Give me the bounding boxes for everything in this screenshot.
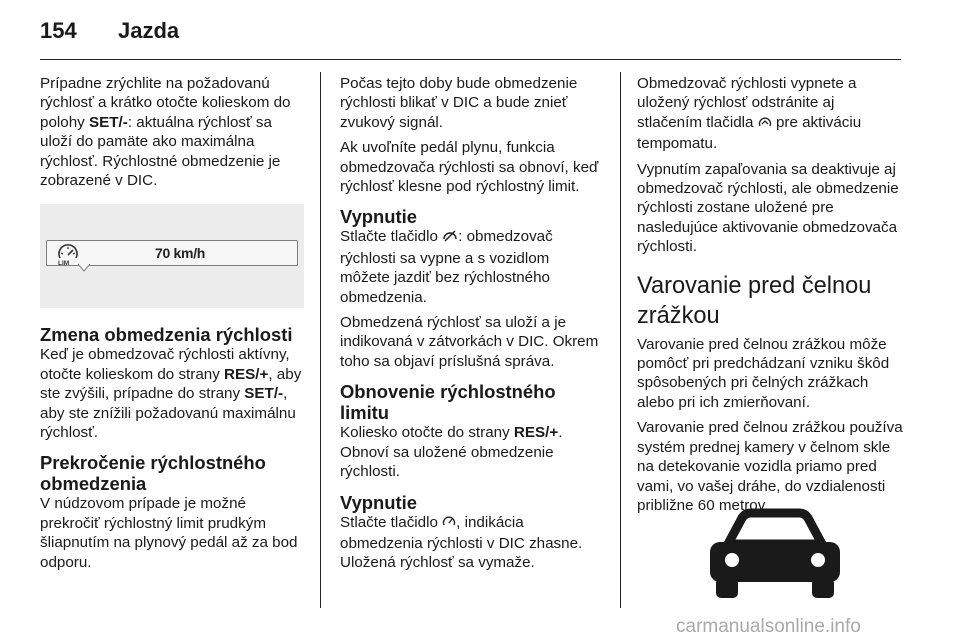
paragraph-ignition-off: Vypnutím zapaľovania sa deaktivuje aj obmedzovač rýchlosti, ale obmedzenie rýchlosti zostane uložené pre nasledujúce aktivovanie obmedzovača rýchlosti.	[637, 160, 899, 256]
cancel-limiter-icon	[442, 229, 458, 248]
text: Stlačte tlačidlo	[340, 228, 443, 246]
car-front-icon	[650, 498, 900, 604]
watermark: carmanualsonline.info	[676, 616, 861, 637]
heading-prekrocenie: Prekročenie rýchlostného obmedzenia	[40, 452, 266, 495]
column-3	[637, 74, 903, 521]
text: Prípadne zrýchlite na požadovanú rýchlosť a krátko otočte kolieskom do polohy	[40, 75, 291, 131]
heading-vypnutie-2: Vypnutie	[340, 491, 417, 513]
text: Obmedzovač rýchlosti vypnete a uložený rýchlosť odstránite aj stlačením tlačidla	[637, 75, 857, 131]
text: Keď je obmedzovač rýchlosti aktívny, otočte kolieskom do strany	[40, 346, 290, 383]
column-1	[40, 74, 308, 578]
heading-varovanie: Varovanie pred čelnou zrážkou	[637, 272, 872, 329]
text: Stlačte tlačidlo	[340, 513, 443, 531]
paragraph-blink-warning: Počas tejto doby bude obmedzenie rýchlosti blikať v DIC a bude znieť zvukový signál.	[340, 75, 578, 131]
page-title: Jazda	[118, 18, 180, 43]
column-2	[340, 74, 602, 579]
lim-label: LIM	[58, 260, 70, 267]
paragraph-collision-camera: Varovanie pred čelnou zrážkou používa systém prednej kamery v čelnom skle na detekovanie vozidla priamo pred vami, vo vašej dráhe, do vzdialenosti približne 60 metrov.	[637, 419, 903, 514]
paragraph-set-speed	[40, 74, 308, 190]
cruise-control-icon	[758, 115, 772, 134]
text: Koliesko otočte do strany	[340, 424, 514, 442]
paragraph-release-pedal: Ak uvoľníte pedál plynu, funkcia obmedzovača rýchlosti sa obnoví, keď rýchlosť klesne pod rýchlostný limit.	[340, 139, 599, 196]
paragraph-collision-intro: Varovanie pred čelnou zrážkou môže pomôcť pri predchádzaní vzniku škôd spôsobených pri čelných zrážkach alebo pri ich zmierňovaní.	[637, 335, 890, 411]
speed-limiter-icon	[442, 515, 456, 534]
paragraph-switch-off	[340, 227, 602, 307]
dic-speed-value: 70 km/h	[155, 245, 206, 262]
heading-obnovenie: Obnovenie rýchlostného limitu	[340, 381, 556, 424]
paragraph-exceed-limit: V núdzovom prípade je možné prekročiť rýchlostný limit prudkým šliapnutím na plynový pedál až za bod odporu.	[40, 495, 298, 571]
header-rule	[40, 59, 901, 60]
text: , indikácia obmedzenia rýchlosti v DIC zhasne. Uložená rýchlosť sa vymaže.	[340, 513, 583, 572]
paragraph-change-limit	[40, 345, 308, 442]
paragraph-cruise-off	[637, 74, 903, 154]
paragraph-resume	[340, 423, 602, 481]
collision-warning-figure	[650, 498, 900, 604]
key-label-res: RES/+	[513, 424, 559, 442]
key-label-res: RES/+	[224, 365, 269, 383]
paragraph-deactivate	[340, 513, 602, 573]
text: , aby ste znížili požadovanú maximálnu rýchlosť.	[40, 385, 296, 442]
text: . Obnoví sa uložené obmedzenie rýchlosti.	[340, 424, 563, 481]
column-divider-2	[620, 72, 621, 608]
dic-display-figure	[40, 204, 304, 308]
page-number: 154	[40, 18, 77, 43]
key-label-set: SET/-	[244, 385, 284, 403]
page-header	[40, 18, 179, 44]
dic-speed-readout	[46, 240, 298, 266]
dic-callout-notch	[78, 264, 90, 272]
paragraph-stored-speed: Obmedzená rýchlosť sa uloží a je indikovaná v zátvorkách v DIC. Okrem toho sa objaví príslušná správa.	[340, 314, 599, 370]
text: : aktuálna rýchlosť sa uloží do pamäte ako maximálna rýchlosť. Rýchlostné obmedzenie je zobrazené v DIC.	[40, 113, 281, 190]
text: pre aktiváciu tempomatu.	[637, 113, 862, 153]
text: , aby ste zvýšili, prípadne do strany	[40, 365, 302, 403]
text: : obmedzovač rýchlosti sa vypne a s vozidlom môžete jazdiť bez rýchlostného obmedzenia.	[340, 228, 553, 306]
heading-vypnutie-1: Vypnutie	[340, 206, 417, 228]
heading-zmena-obmedzenia: Zmena obmedzenia rýchlosti	[40, 324, 293, 346]
column-divider-1	[320, 72, 321, 608]
key-label-set: SET/-	[88, 113, 128, 131]
